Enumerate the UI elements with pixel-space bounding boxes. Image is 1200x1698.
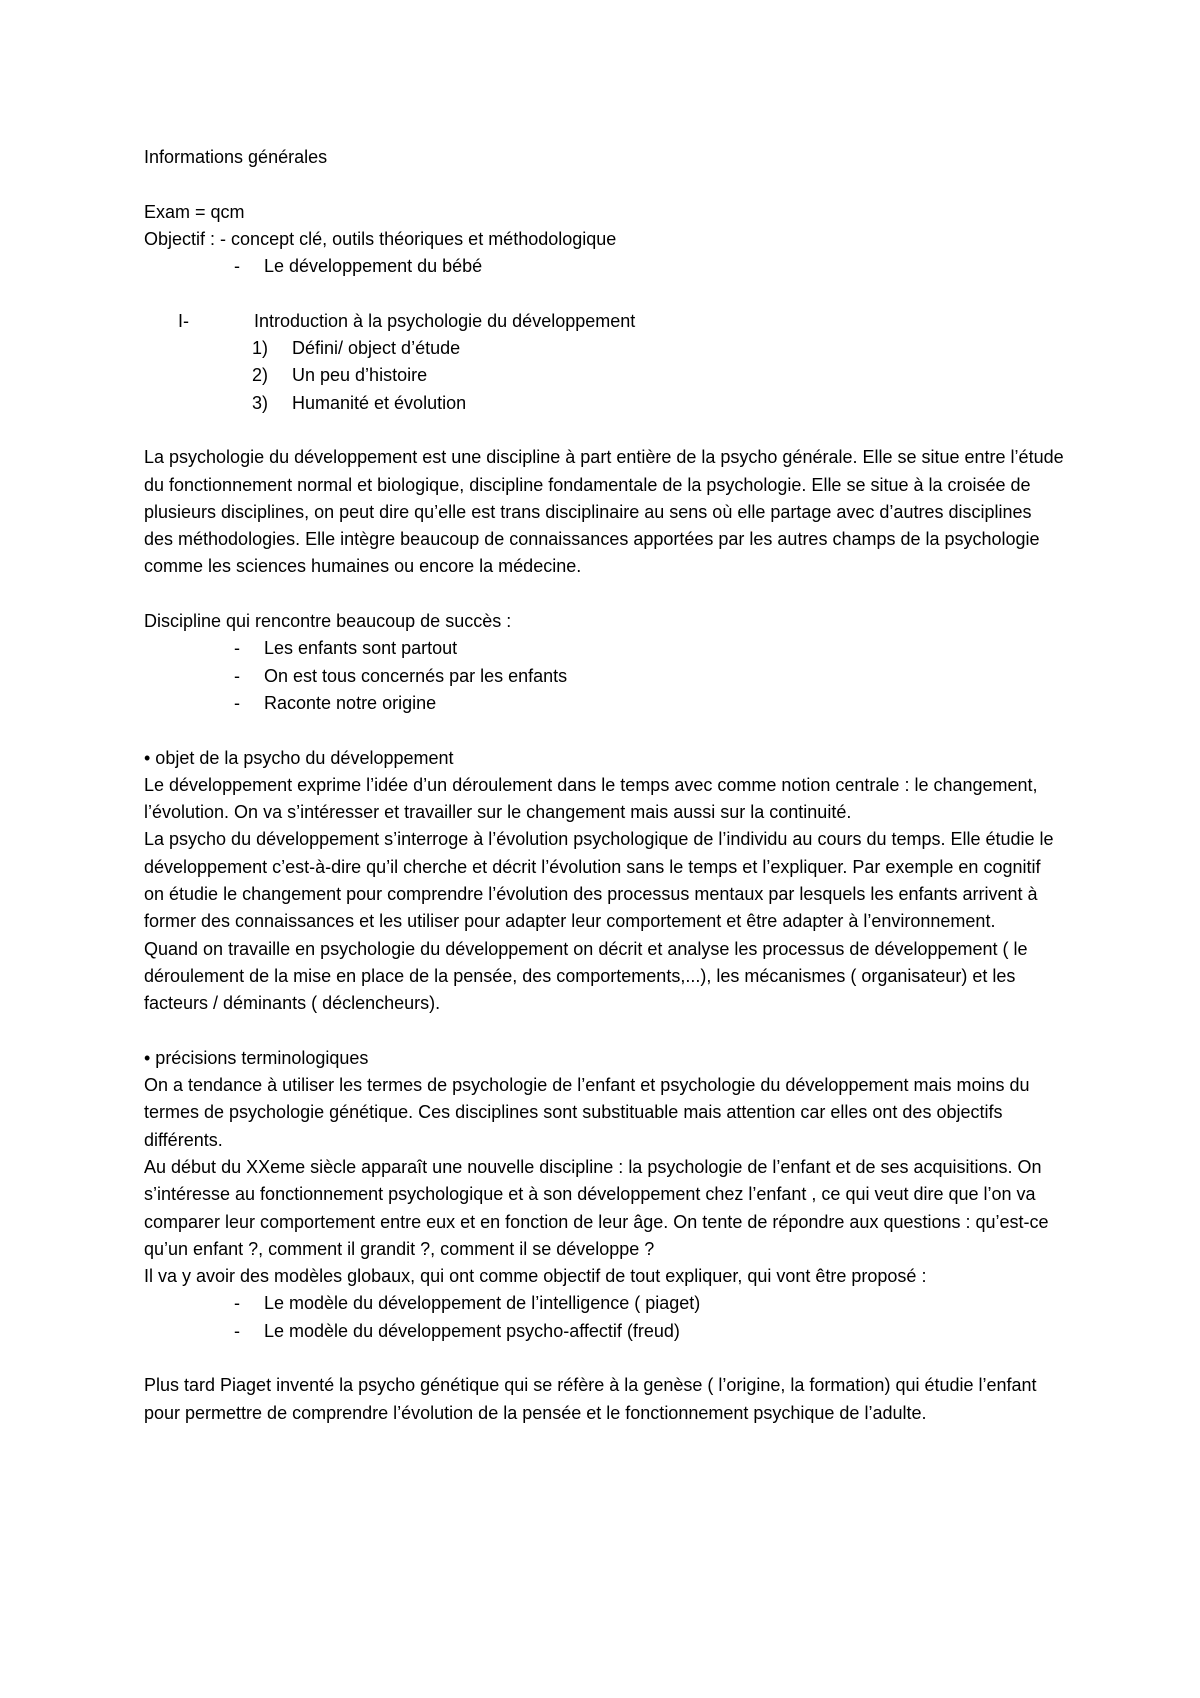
final-paragraph: Plus tard Piaget inventé la psycho génétique qui se réfère à la genèse ( l’origine, la formation) qui étudie l’enfant pour permettre de comprendre l’évolution de la pensée et le fonctionnement psychique de l’adulte. — [144, 1375, 1037, 1423]
list-item: - On est tous concernés par les enfants — [144, 663, 1064, 690]
exam-line: Exam = qcm — [144, 201, 245, 222]
modeles-list — [144, 1290, 1064, 1345]
dash-marker: - — [234, 1293, 240, 1314]
spacer — [144, 717, 1064, 744]
spacer — [144, 417, 1064, 444]
list-item: - Le modèle du développement de l’intelligence ( piaget) — [144, 1290, 1064, 1317]
objet-paragraph-3: Quand on travaille en psychologie du développement on décrit et analyse les processus de développement ( le déroulement de la mise en place de la pensée, des comportements,...), les mécanismes ( organisateur) et les facteurs / déminants ( déclencheurs). — [144, 938, 1028, 1014]
precisions-paragraph-1: On a tendance à utiliser les termes de psychologie de l’enfant et psychologie du développement mais moins du termes de psychologie génétique. Ces disciplines sont substituable mais attention car elles ont des objectifs différents. — [144, 1075, 1030, 1150]
objectif-first-item: - concept clé, outils théoriques et méthodologique — [220, 228, 617, 249]
section-title: Introduction à la psychologie du développement — [254, 310, 636, 331]
precisions-paragraph-2: Au début du XXeme siècle apparaît une nouvelle discipline : la psychologie de l’enfant et de ses acquisitions. On s’intéresse au fonctionnement psychologique et à son développement chez l’enfant , ce qui veut dire que l’on va comparer leur comportement entre eux et en fonction de leur âge. On tente de répondre aux questions : qu’est-ce qu’un enfant ?, comment il grandit ?, comment il se développe ? — [144, 1156, 1049, 1259]
intro-paragraph: La psychologie du développement est une discipline à part entière de la psycho générale. Elle se situe entre l’étude du fonctionnement normal et biologique, discipline fondamentale de la psychologie. Elle se situe à la croisée de plusieurs disciplines, on peut dire qu’elle est trans disciplinaire au sens où elle partage avec d’autres disciplines des méthodologies. Elle intègre beaucoup de connaissances apportées par les autres champs de la psychologie comme les sciences humaines ou encore la médecine. — [144, 447, 1064, 577]
spacer — [144, 1018, 1064, 1045]
objectif-label: Objectif : — [144, 228, 216, 249]
section-subitems — [144, 335, 1064, 417]
list-item: 2) Un peu d’histoire — [252, 365, 428, 386]
section-heading — [144, 308, 1064, 335]
dash-marker: - — [234, 256, 240, 277]
objet-paragraph-2: La psycho du développement s’interroge à l’évolution psychologique de l’individu au cours du temps. Elle étudie le développement c’est-à-dire qu’il cherche et décrit l’évolution sans le temps et l’expliquer. Par exemple en cognitif on étudie le changement pour comprendre l’évolution des processus mentaux par lesquels les enfants arrivent à former des connaissances et les utiliser pour adapter leur comportement et être adapter à l’environnement. — [144, 829, 1054, 932]
objet-paragraph-1: Le développement exprime l’idée d’un déroulement dans le temps avec comme notion centrale : le changement, l’évolution. On va s’intéresser et travailler sur le changement mais aussi sur la continuité. — [144, 774, 1038, 823]
succes-label: Discipline qui rencontre beaucoup de succès : — [144, 611, 512, 632]
list-item: 1) Défini/ object d’étude — [252, 338, 461, 359]
document-title: Informations générales — [144, 147, 328, 167]
objet-heading: • objet de la psycho du développement — [144, 747, 454, 768]
succes-list — [144, 635, 1064, 717]
precisions-heading: • précisions terminologiques — [144, 1047, 369, 1068]
dash-marker: - — [234, 692, 240, 713]
spacer — [144, 581, 1064, 608]
spacer — [144, 280, 1064, 307]
list-item: - Les enfants sont partout — [144, 635, 1064, 662]
list-item: 3) Humanité et évolution — [252, 392, 467, 413]
list-item: - Raconte notre origine — [144, 690, 1064, 717]
precisions-paragraph-3: Il va y avoir des modèles globaux, qui ont comme objectif de tout expliquer, qui vont être proposé : — [144, 1266, 927, 1287]
document-page — [144, 144, 1064, 1427]
list-item: - Le développement du bébé — [144, 253, 1064, 280]
list-item: - Le modèle du développement psycho-affectif (freud) — [144, 1318, 1064, 1345]
spacer — [144, 171, 1064, 198]
dash-marker: - — [234, 665, 240, 686]
objectif-line — [144, 226, 1064, 253]
objectif-list — [144, 253, 1064, 280]
spacer — [144, 1345, 1064, 1372]
dash-marker: - — [234, 638, 240, 659]
section-number: I- — [178, 310, 189, 331]
dash-marker: - — [234, 1320, 240, 1341]
